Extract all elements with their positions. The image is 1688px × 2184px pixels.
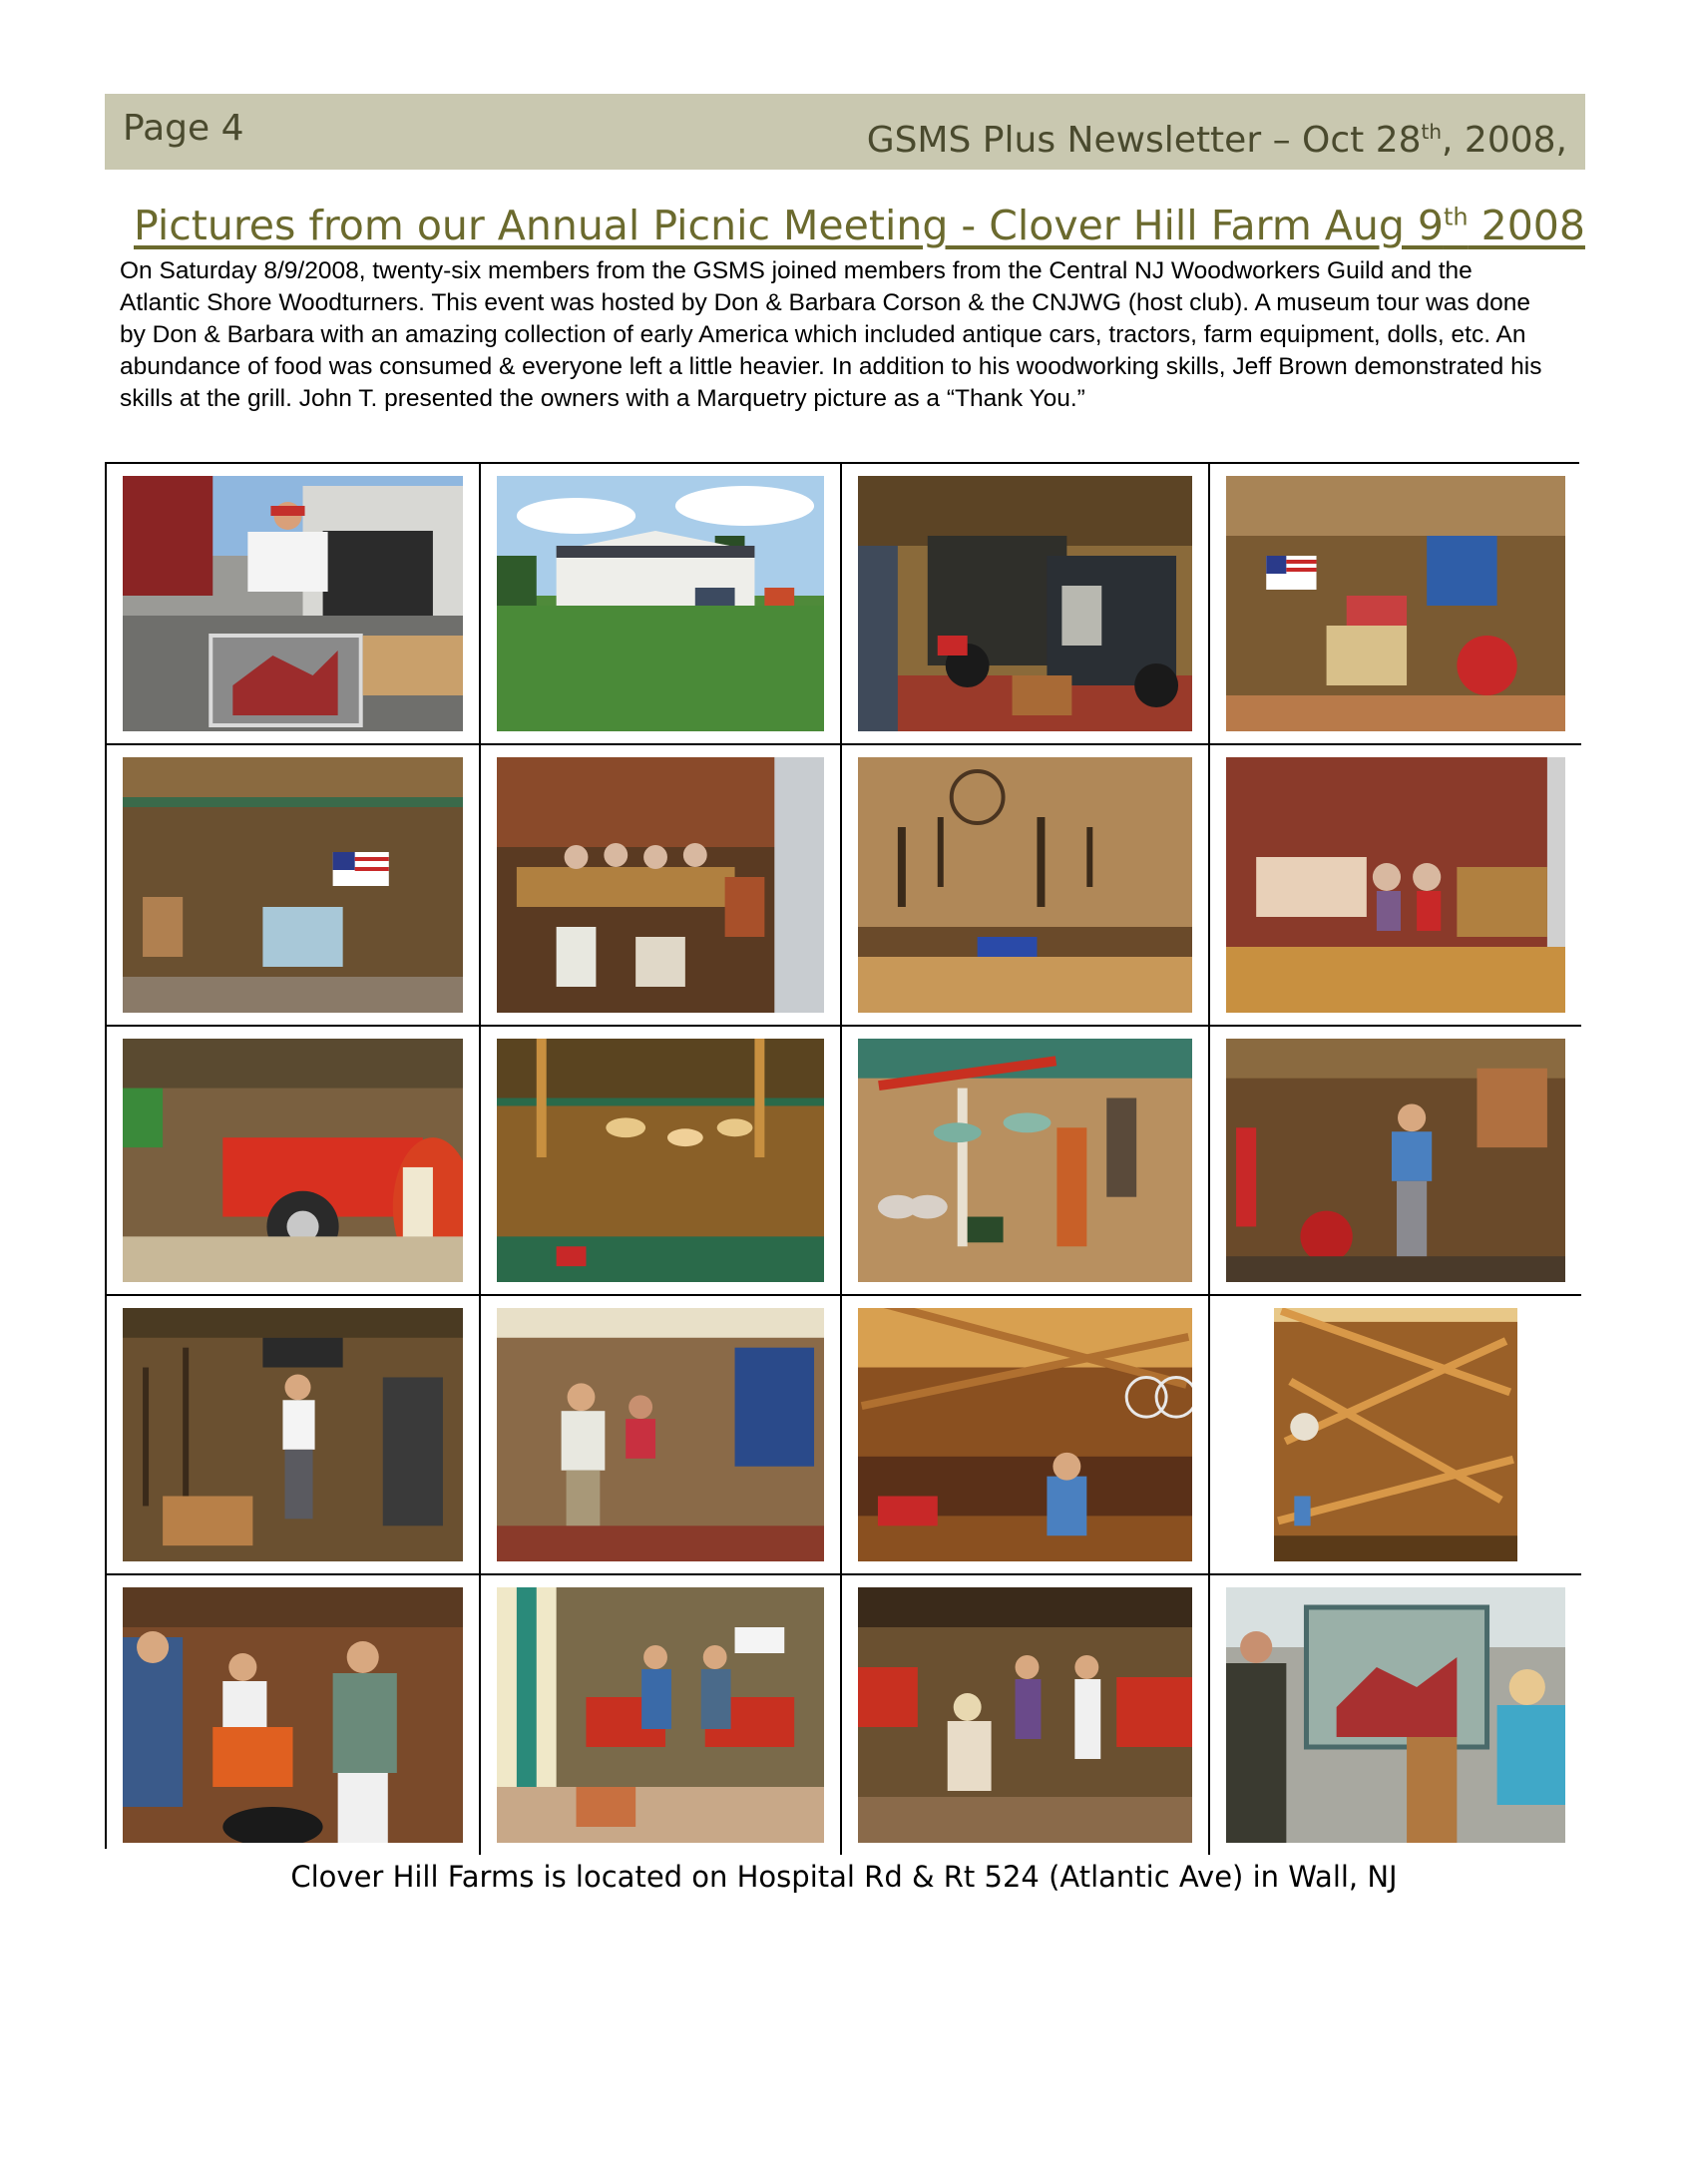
photo-marquetry-presentation	[1226, 1587, 1565, 1843]
header-bar	[105, 94, 1585, 170]
photo-cell	[107, 1296, 481, 1575]
photo-toy-collection	[1226, 476, 1565, 731]
photo-rafters-vertical	[1274, 1308, 1517, 1561]
intro-paragraph: On Saturday 8/9/2008, twenty-six members from the GSMS joined members from the Central NJ Woodworkers Guild and the Atlantic Shore Woodturners. This event was hosted by Don & Barbara Corson & the CNJWG (host club). A museum tour was done by Don & Barbara with an amazing collection of early America which included antique cars, tractors, farm equipment, dolls, etc. An abundance of food was consumed & everyone left a little heavier. In addition to his woodworking skills, Jeff Brown demonstrated his skills at the grill. John T. presented the owners with a Marquetry picture as a “Thank You.”	[120, 257, 1542, 412]
photo-dolls-wagon	[497, 757, 824, 1013]
photo-man-tools-barn	[123, 1308, 463, 1561]
photo-cell	[1210, 1296, 1581, 1575]
photo-cell	[842, 1296, 1210, 1575]
photo-cell	[842, 1027, 1210, 1296]
photo-man-with-marquetry	[123, 476, 463, 731]
photo-cell	[107, 464, 481, 745]
photo-farmhouse	[497, 476, 824, 731]
photo-cell	[1210, 1575, 1581, 1855]
photo-red-tractor	[123, 1039, 463, 1282]
footer-location: Clover Hill Farms is located on Hospital Rd & Rt 524 (Atlantic Ave) in Wall, NJ	[290, 1860, 1398, 1894]
photo-rafters-bicycles	[858, 1308, 1192, 1561]
photo-cell	[107, 1027, 481, 1296]
photo-cell	[842, 1575, 1210, 1855]
photo-cell	[1210, 745, 1581, 1027]
photo-grid	[105, 462, 1579, 1849]
photo-cell	[842, 464, 1210, 745]
photo-cell	[842, 745, 1210, 1027]
photo-cell	[481, 1296, 842, 1575]
photo-red-tractors-visitors	[497, 1587, 824, 1843]
photo-cell	[481, 745, 842, 1027]
photo-cell	[107, 1575, 481, 1855]
photo-visitors-mannequin	[123, 1587, 463, 1843]
newsletter-title: GSMS Plus Newsletter – Oct 28th, 2008,	[866, 120, 1567, 161]
photo-cell	[1210, 464, 1581, 745]
photo-crowd-museum	[858, 1587, 1192, 1843]
photo-dolls-cradle	[1226, 757, 1565, 1013]
photo-antique-cars	[858, 476, 1192, 731]
photo-museum-interior	[123, 757, 463, 1013]
photo-cell	[481, 1027, 842, 1296]
photo-cell	[107, 745, 481, 1027]
photo-cell	[1210, 1027, 1581, 1296]
photo-cell	[481, 464, 842, 745]
article-headline: Pictures from our Annual Picnic Meeting - Clover Hill Farm Aug 9th 2008	[134, 202, 1585, 249]
photo-cell	[481, 1575, 842, 1855]
photo-sleds-mounts	[858, 1039, 1192, 1282]
photo-barn-ceiling-lamps	[497, 1039, 824, 1282]
photo-tools-wall	[858, 757, 1192, 1013]
photo-visitors-antiques	[497, 1308, 824, 1561]
page-number: Page 4	[123, 108, 244, 149]
photo-man-striped-shirt	[1226, 1039, 1565, 1282]
